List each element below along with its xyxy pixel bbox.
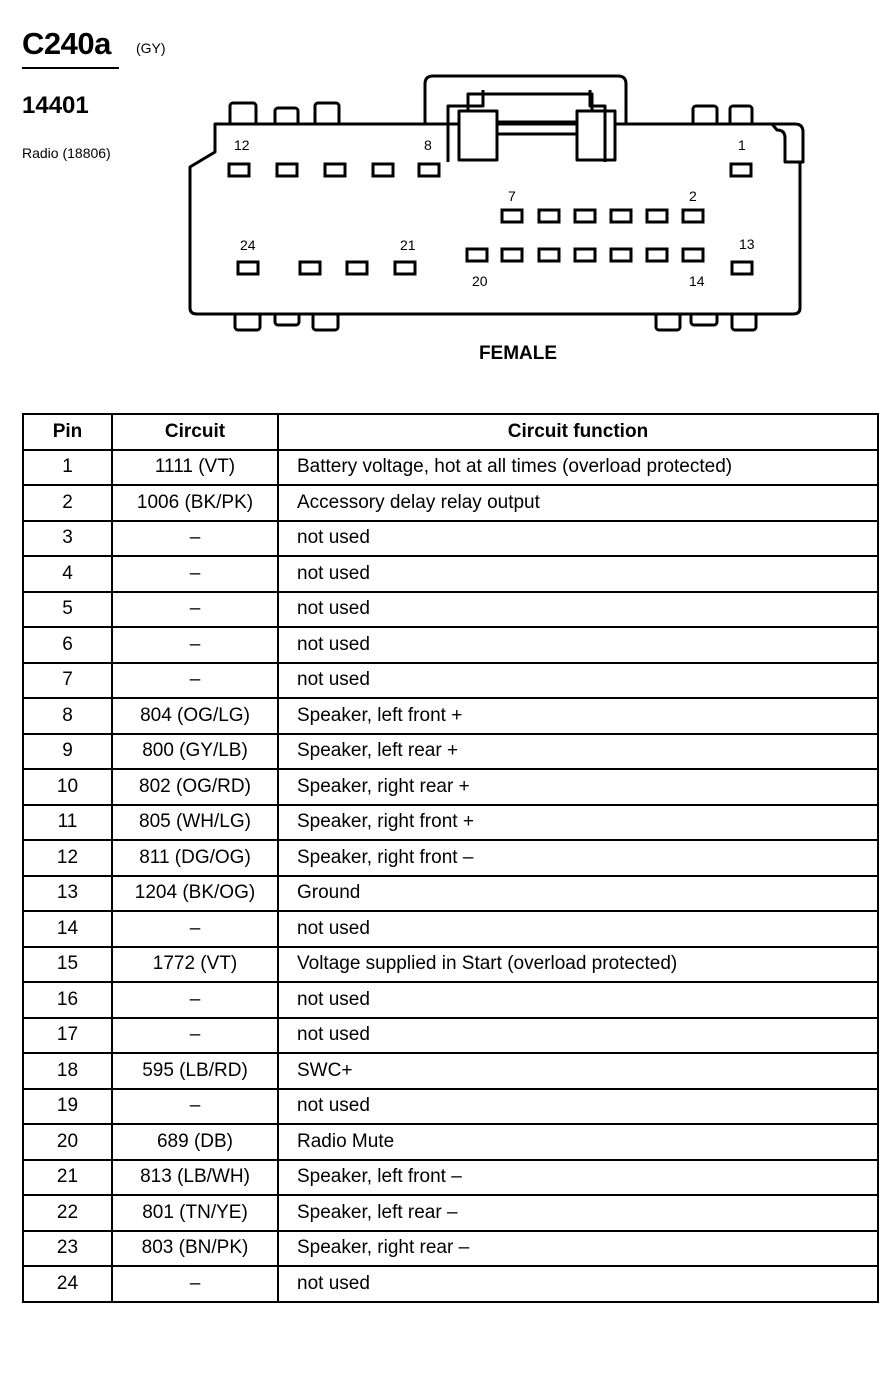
circuit-cell: 1772 (VT) xyxy=(112,947,278,983)
pin-cell: 6 xyxy=(23,627,112,663)
table-row xyxy=(23,485,878,521)
pin-cell: 7 xyxy=(23,663,112,699)
function-cell: not used xyxy=(278,521,878,557)
pin-cell: 5 xyxy=(23,592,112,628)
circuit-cell: 803 (BN/PK) xyxy=(112,1231,278,1267)
pin-cavity xyxy=(502,210,522,222)
pin-cell: 20 xyxy=(23,1124,112,1160)
table-row xyxy=(23,734,878,770)
pin-label: 20 xyxy=(472,273,488,289)
pin-cavity xyxy=(229,164,249,176)
pin-cavity xyxy=(575,210,595,222)
table-row xyxy=(23,840,878,876)
function-cell: SWC+ xyxy=(278,1053,878,1089)
circuit-cell: 811 (DG/OG) xyxy=(112,840,278,876)
pin-cavity xyxy=(238,262,258,274)
circuit-cell: 804 (OG/LG) xyxy=(112,698,278,734)
table-row xyxy=(23,1089,878,1125)
function-cell: not used xyxy=(278,1089,878,1125)
pin-cavity xyxy=(575,249,595,261)
pin-cavity xyxy=(731,164,751,176)
pin-label: 1 xyxy=(738,137,746,153)
function-cell: not used xyxy=(278,1266,878,1302)
function-cell: not used xyxy=(278,663,878,699)
table-row xyxy=(23,1195,878,1231)
circuit-cell: 689 (DB) xyxy=(112,1124,278,1160)
circuit-cell: – xyxy=(112,663,278,699)
circuit-cell: – xyxy=(112,592,278,628)
circuit-cell: – xyxy=(112,982,278,1018)
pin-cell: 12 xyxy=(23,840,112,876)
function-cell: not used xyxy=(278,556,878,592)
table-row xyxy=(23,805,878,841)
pin-cell: 15 xyxy=(23,947,112,983)
function-cell: not used xyxy=(278,911,878,947)
pin-cavity xyxy=(395,262,415,274)
function-cell: Speaker, left front + xyxy=(278,698,878,734)
function-cell: Speaker, left rear + xyxy=(278,734,878,770)
circuit-cell: 800 (GY/LB) xyxy=(112,734,278,770)
pin-cavity xyxy=(467,249,487,261)
function-cell: Voltage supplied in Start (overload protected) xyxy=(278,947,878,983)
lever-detail xyxy=(459,111,497,160)
connector-color: (GY) xyxy=(136,40,166,56)
pin-cell: 1 xyxy=(23,450,112,486)
circuit-cell: – xyxy=(112,556,278,592)
table-row xyxy=(23,1231,878,1267)
table-row xyxy=(23,698,878,734)
circuit-cell: 805 (WH/LG) xyxy=(112,805,278,841)
table-row xyxy=(23,1266,878,1302)
table-row xyxy=(23,982,878,1018)
latch-tab xyxy=(315,103,339,125)
pin-cavity xyxy=(647,249,667,261)
function-cell: Speaker, left rear – xyxy=(278,1195,878,1231)
pin-cavity xyxy=(647,210,667,222)
pin-cell: 14 xyxy=(23,911,112,947)
table-row xyxy=(23,592,878,628)
circuit-cell: 1204 (BK/OG) xyxy=(112,876,278,912)
pin-label: 7 xyxy=(508,188,516,204)
pin-label: 12 xyxy=(234,137,250,153)
pin-cell: 24 xyxy=(23,1266,112,1302)
pin-cavity xyxy=(502,249,522,261)
component-name: Radio (18806) xyxy=(22,145,111,161)
column-header-function: Circuit function xyxy=(278,414,878,450)
table-row xyxy=(23,627,878,663)
circuit-cell: – xyxy=(112,911,278,947)
circuit-cell: – xyxy=(112,627,278,663)
table-row xyxy=(23,1053,878,1089)
connector-face-diagram xyxy=(185,72,810,334)
table-row xyxy=(23,947,878,983)
circuit-cell: 1111 (VT) xyxy=(112,450,278,486)
latch-tab xyxy=(230,103,256,125)
function-cell: Radio Mute xyxy=(278,1124,878,1160)
circuit-cell: – xyxy=(112,1089,278,1125)
latch-tab xyxy=(275,108,298,125)
pin-cell: 3 xyxy=(23,521,112,557)
pin-cell: 17 xyxy=(23,1018,112,1054)
table-row xyxy=(23,1018,878,1054)
pin-cavity xyxy=(277,164,297,176)
pin-label: 13 xyxy=(739,236,755,252)
pin-cavity xyxy=(611,210,631,222)
function-cell: not used xyxy=(278,1018,878,1054)
view-label: FEMALE xyxy=(478,343,558,364)
table-row xyxy=(23,769,878,805)
table-row xyxy=(23,1124,878,1160)
pin-cell: 23 xyxy=(23,1231,112,1267)
pin-label: 2 xyxy=(689,188,697,204)
function-cell: Speaker, right rear – xyxy=(278,1231,878,1267)
function-cell: not used xyxy=(278,592,878,628)
pin-cell: 11 xyxy=(23,805,112,841)
pin-cell: 19 xyxy=(23,1089,112,1125)
pin-label: 24 xyxy=(240,237,256,253)
column-header-circuit: Circuit xyxy=(112,414,278,450)
pin-cell: 22 xyxy=(23,1195,112,1231)
table-row xyxy=(23,450,878,486)
latch-tab xyxy=(693,106,717,125)
pin-cavity xyxy=(683,210,703,222)
circuit-cell: 595 (LB/RD) xyxy=(112,1053,278,1089)
lever-detail xyxy=(577,111,615,160)
table-header-row xyxy=(23,414,878,450)
title-underline xyxy=(22,67,119,69)
pin-cell: 21 xyxy=(23,1160,112,1196)
pin-cell: 9 xyxy=(23,734,112,770)
circuit-cell: 802 (OG/RD) xyxy=(112,769,278,805)
pin-cell: 16 xyxy=(23,982,112,1018)
function-cell: not used xyxy=(278,982,878,1018)
pin-cavity xyxy=(539,249,559,261)
pinout-table xyxy=(22,413,879,1303)
table-row xyxy=(23,663,878,699)
pin-cavity xyxy=(325,164,345,176)
circuit-cell: 1006 (BK/PK) xyxy=(112,485,278,521)
circuit-cell: – xyxy=(112,1266,278,1302)
table-row xyxy=(23,521,878,557)
pin-cavity xyxy=(419,164,439,176)
function-cell: Speaker, right front + xyxy=(278,805,878,841)
table-row xyxy=(23,911,878,947)
latch-tab xyxy=(730,106,752,125)
pin-cell: 8 xyxy=(23,698,112,734)
pin-cell: 13 xyxy=(23,876,112,912)
pin-label: 8 xyxy=(424,137,432,153)
table-row xyxy=(23,556,878,592)
pin-label: 14 xyxy=(689,273,705,289)
table-row xyxy=(23,1160,878,1196)
pin-cavity xyxy=(611,249,631,261)
pin-cell: 2 xyxy=(23,485,112,521)
function-cell: Battery voltage, hot at all times (overload protected) xyxy=(278,450,878,486)
part-number: 14401 xyxy=(22,92,89,119)
pin-cavity xyxy=(732,262,752,274)
connector-id: C240a xyxy=(22,26,111,61)
table-row xyxy=(23,876,878,912)
circuit-cell: – xyxy=(112,521,278,557)
function-cell: Accessory delay relay output xyxy=(278,485,878,521)
pin-cavity xyxy=(539,210,559,222)
circuit-cell: – xyxy=(112,1018,278,1054)
pin-cell: 4 xyxy=(23,556,112,592)
circuit-cell: 801 (TN/YE) xyxy=(112,1195,278,1231)
pin-cell: 10 xyxy=(23,769,112,805)
function-cell: Speaker, right rear + xyxy=(278,769,878,805)
function-cell: not used xyxy=(278,627,878,663)
pin-cavity xyxy=(347,262,367,274)
pin-cavity xyxy=(683,249,703,261)
pin-cavity xyxy=(300,262,320,274)
circuit-cell: 813 (LB/WH) xyxy=(112,1160,278,1196)
pin-cavity xyxy=(373,164,393,176)
column-header-pin: Pin xyxy=(23,414,112,450)
pin-cell: 18 xyxy=(23,1053,112,1089)
function-cell: Ground xyxy=(278,876,878,912)
pin-label: 21 xyxy=(400,237,416,253)
function-cell: Speaker, right front – xyxy=(278,840,878,876)
function-cell: Speaker, left front – xyxy=(278,1160,878,1196)
